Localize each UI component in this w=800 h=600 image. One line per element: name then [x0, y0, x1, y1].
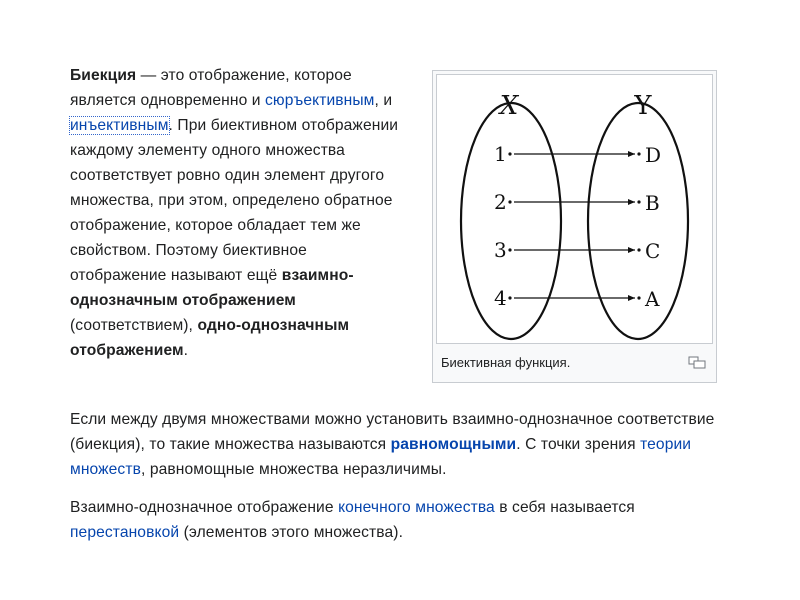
injective-link[interactable]: инъективным — [70, 117, 169, 134]
left-elements — [494, 142, 507, 310]
para3-text-3: (элементов этого множества). — [179, 524, 404, 541]
term-bold: Биекция — [70, 67, 137, 84]
para3-text-2: в себя называется — [494, 499, 635, 516]
lede-text-3: . При биективном отображении каждому элементу одного множества соответствует ровно один элемент другого множества, при этом, определено обратное отображение, которое обладает тем же свойством. Поэтому биективное отображение называют ещё — [70, 117, 399, 284]
lede-text-5: . — [183, 342, 189, 359]
set-y-label: Y — [634, 91, 652, 121]
para3-text-1: Взаимно-однозначное отображение — [70, 499, 339, 516]
set-y-ellipse — [588, 103, 688, 339]
mapping-arrows — [508, 152, 640, 299]
left-element-2: 2 — [494, 190, 507, 214]
dot-left-3 — [508, 248, 511, 251]
permutation-link[interactable]: перестановкой — [70, 524, 180, 541]
dot-right-1 — [637, 152, 640, 155]
dot-left-1 — [508, 152, 511, 155]
left-element-1: 1 — [494, 142, 507, 166]
para2-text-3: , равномощные множества неразличимы. — [140, 461, 447, 478]
right-element-4: A — [645, 287, 660, 311]
set-x-label: X — [499, 91, 519, 121]
para2-text-1: Если между двумя множествами можно установить взаимно-однозначное соответствие (биекция), то такие множества называются — [70, 411, 715, 453]
bijection-diagram — [437, 75, 712, 343]
paragraph-equipotent — [70, 407, 740, 482]
paragraph-permutation — [70, 495, 740, 545]
bold-term-1: взаимно-однозначным отображением — [70, 267, 354, 309]
surjective-link[interactable]: сюръективным — [265, 92, 375, 109]
right-element-1: D — [645, 143, 662, 167]
figure-caption: Биективная функция. — [441, 355, 571, 370]
magnify-clip-icon[interactable] — [688, 356, 706, 369]
dot-right-2 — [637, 200, 640, 203]
set-x-ellipse — [461, 103, 561, 339]
para2-text-2: . С точки зрения — [516, 436, 641, 453]
equipotent-bold: равномощными — [390, 436, 517, 453]
right-element-2: B — [645, 191, 660, 215]
right-elements — [644, 143, 661, 311]
dot-left-4 — [508, 296, 511, 299]
lede-paragraph — [70, 63, 406, 363]
bold-term-2: одно-однозначным отображением — [70, 317, 350, 359]
figure-image[interactable] — [436, 74, 713, 344]
left-element-4: 4 — [494, 286, 507, 310]
figure-thumbnail — [432, 70, 717, 383]
lede-text-4: (соответствием), — [70, 317, 198, 334]
finite-set-link[interactable]: конечного множества — [338, 499, 495, 516]
dot-right-3 — [637, 248, 640, 251]
dot-left-2 — [508, 200, 511, 203]
equipotent-link[interactable] — [391, 436, 517, 453]
dot-right-4 — [637, 296, 640, 299]
set-theory-link[interactable]: теории множеств — [70, 436, 692, 478]
lede-text-1: — это отображение, которое является одновременно и — [70, 67, 352, 109]
right-element-3: C — [645, 239, 661, 263]
lede-text-2: , и — [374, 92, 393, 109]
left-element-3: 3 — [494, 238, 507, 262]
